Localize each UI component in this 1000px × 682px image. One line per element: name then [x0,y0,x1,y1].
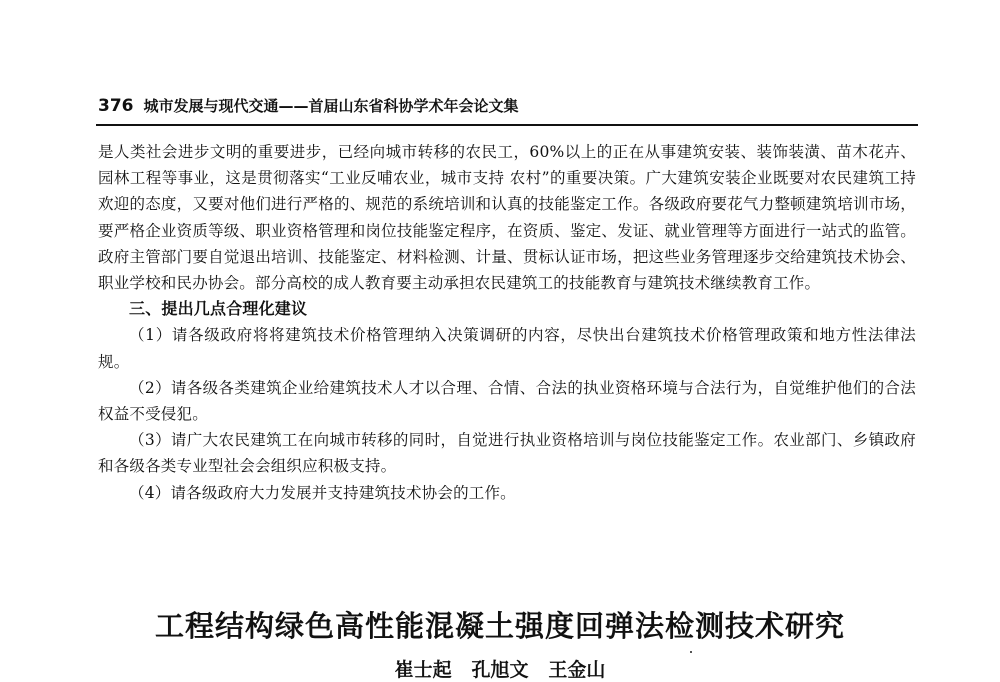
page-number: 376 [98,96,134,116]
article-authors: 崔士起 孔旭文 王金山 [394,659,606,681]
recommendation-item: （3）请广大农民建筑工在向城市转移的同时，自觉进行执业资格培训与岗位技能鉴定工作。农业部门、乡镇政府和各级各类专业型社会会组织应积极支持。 [98,431,916,476]
recommendation-item: （1）请各级政府将将建筑技术价格管理纳入决策调研的内容，尽快出台建筑技术价格管理政策和地方性法律法规。 [98,326,916,371]
running-header [98,95,519,116]
header-rule [96,124,918,126]
running-title: 城市发展与现代交通——首届山东省科协学术年会论文集 [143,97,519,115]
section-heading: 三、提出几点合理化建议 [129,299,308,319]
paragraph: 是人类社会进步文明的重要进步，已经向城市转移的农民工，60%以上的正在从事建筑安装、装饰装潢、苗木花卉、园林工程等事业，这是贯彻落实“工业反哺农业，城市支持 农村”的重要决策。广大建筑安装企业既要对农民建筑工持欢迎的态度，又要对他们进行严格的、规范的系统培训和认真的技能鉴定工作。各级政府要花气力整顿建筑培训市场，要严格企业资质等级、职业资格管理和岗位技能鉴定程序，在资质、鉴定、发证、就业管理等方面进行一站式的监管。政府主管部门要自觉退出培训、技能鉴定、材料检测、计量、贯标认证市场，把这些业务管理逐步交给建筑技术协会、职业学校和民办协会。部分高校的成人教育要主动承担农民建筑工的技能教育与建筑技术继续教育工作。 [98,143,916,293]
scan-speck [690,651,692,653]
recommendation-item: （2）请各级各类建筑企业给建筑技术人才以合理、合情、合法的执业资格环境与合法行为，自觉维护他们的合法权益不受侵犯。 [98,378,916,424]
recommendation-item: （4）请各级政府大力发展并支持建筑技术协会的工作。 [129,483,516,502]
article-title: 工程结构绿色高性能混凝土强度回弹法检测技术研究 [154,609,845,643]
body-text [98,139,916,506]
